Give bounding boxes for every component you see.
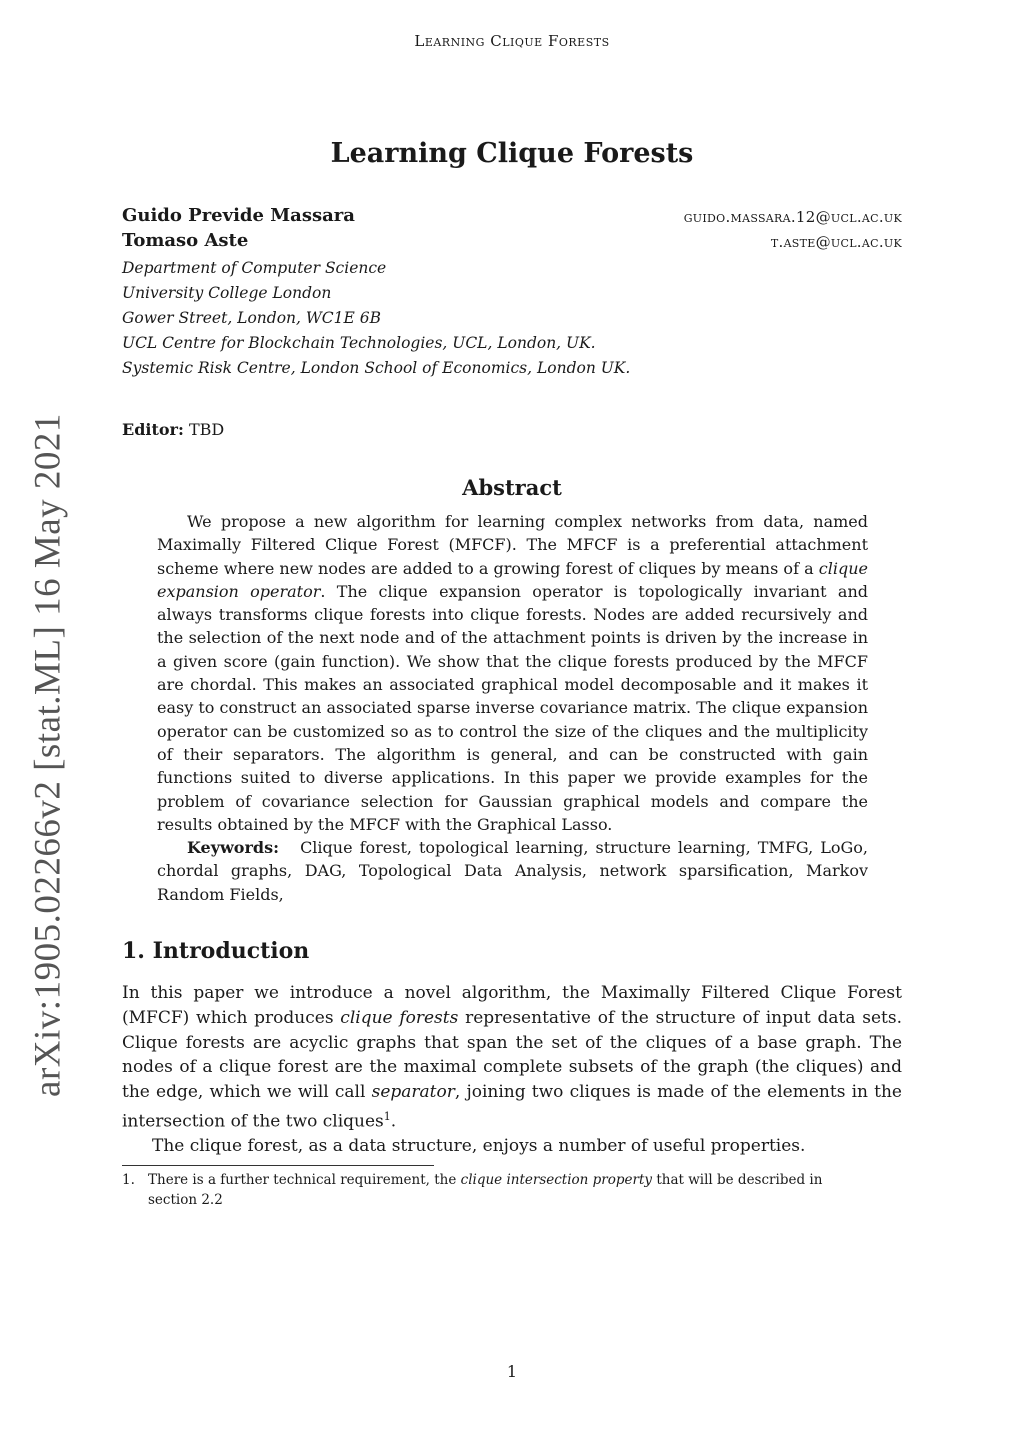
page-number: 1 [506,1362,518,1381]
author-name: Tomaso Aste [122,230,249,251]
abstract-emphasis: clique expansion operator [157,558,868,601]
footnote-line [122,1170,902,1190]
affiliation-line: University College London [122,284,332,302]
intro-text: representative of the structure of input data sets. Clique forests are acyclic graphs that span the set of the cliques of a base graph. The nodes of a clique forest are the maximal complete subsets of the graph (the cliques) and the edge, which we will call [122,1007,902,1103]
keywords-label: Keywords: [187,838,280,858]
abstract-text: . The clique expansion operator is topologically invariant and always transforms clique forests into clique forests. Nodes are added recursively and the selection of the next node and of the attachment points is driven by the increase in a given score (gain function). We show that the clique forests produced by the MFCF are chordal. This makes an associated graphical model decomposable and it makes it easy to construct an associated sparse inverse covariance matrix. The clique expansion operator can be customized so as to control the size of the cliques and the multiplicity of their separators. The algorithm is general, and can be constructed with gain functions suited to diverse applications. In this paper we provide examples for the problem of covariance selection for Gaussian graphical models and compare the results obtained by the MFCF with the Graphical Lasso. [157,581,869,834]
running-head: Learning Clique Forests [414,32,610,50]
intro-paragraph: The clique forest, as a data structure, enjoys a number of useful properties. [152,1136,806,1157]
author-email[interactable]: t.aste@ucl.ac.uk [770,233,902,251]
arxiv-stamp: arXiv:1905.02266v2 [stat.ML] 16 May 2021 [27,413,69,1097]
affiliation-line: Systemic Risk Centre, London School of Economics, London UK. [122,359,631,377]
intro-emphasis: clique forests [340,1007,459,1028]
section-heading: 1. Introduction [122,938,310,964]
footnote [122,1170,902,1210]
affiliation-line: UCL Centre for Blockchain Technologies, UCL, London, UK. [122,334,596,352]
editor-line [122,420,224,439]
affiliation-line: Department of Computer Science [122,259,387,277]
footnote-number: 1. [122,1172,135,1188]
footnote-text: that will be described in [652,1172,823,1188]
author-email[interactable]: guido.massara.12@ucl.ac.uk [683,208,902,226]
editor-label: Editor: [122,420,184,439]
abstract-heading: Abstract [462,475,562,500]
intro-paragraph [122,981,902,1134]
author-name: Guido Previde Massara [122,205,355,226]
footnote-emphasis: clique intersection property [460,1172,653,1188]
intro-text: . [390,1111,397,1132]
abstract-text: We propose a new algorithm for learning complex networks from data, named Maximally Filtered Clique Forest (MFCF). The MFCF is a preferential attachment scheme where new nodes are added to a growing forest of cliques by means of a [157,512,868,578]
editor-value: TBD [188,420,225,439]
footnote-rule [122,1165,434,1166]
abstract-paragraph [157,510,868,836]
footnote-text: section 2.2 [148,1192,223,1208]
keywords [157,836,868,906]
footnote-marker[interactable]: 1 [383,1109,391,1123]
abstract-body [157,510,868,906]
intro-text: In this paper we introduce a novel algorithm, the Maximally Filtered Clique Forest (MFCF) which produces [122,983,902,1028]
affiliation-line: Gower Street, London, WC1E 6B [122,309,382,327]
keywords-text: Clique forest, topological learning, structure learning, TMFG, LoGo, chordal graphs, DAG, Topological Data Analysis, network sparsification, Markov Random Fields, [157,838,868,904]
footnote-text: There is a further technical requirement, the [148,1172,461,1188]
intro-text: , joining two cliques is made of the elements in the intersection of the two cliques [122,1082,902,1132]
intro-emphasis: separator [371,1082,455,1103]
introduction-body [122,981,902,1159]
paper-title: Learning Clique Forests [330,138,694,169]
